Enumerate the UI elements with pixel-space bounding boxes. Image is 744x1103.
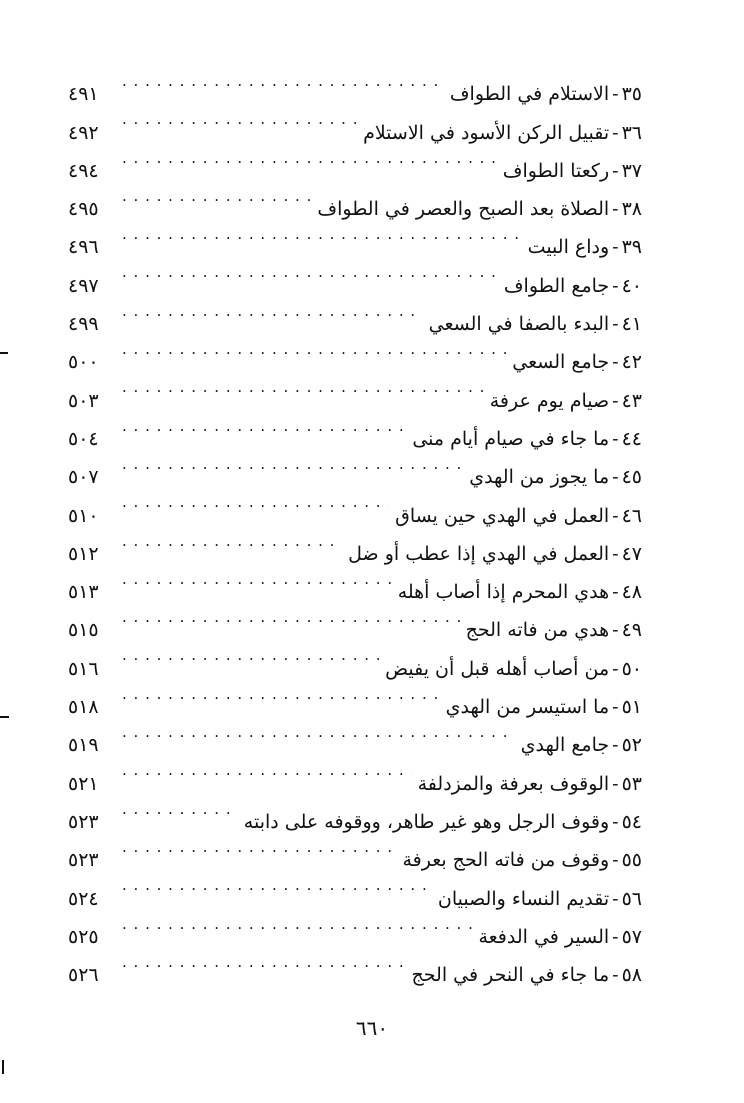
entry-title: وقوف الرجل وهو غير طاهر، ووقوفه على دابته — [243, 810, 610, 833]
entry-dash: - — [612, 581, 619, 604]
entry-title: تقبيل الركن الأسود في الاستلام — [363, 121, 610, 144]
entry-title: من أصاب أهله قبل أن يفيض — [385, 657, 610, 680]
entry-number: ٥٢ — [621, 734, 642, 757]
entry-dash: - — [612, 389, 619, 412]
entry-title: الاستلام في الطواف — [449, 83, 610, 106]
entry-title: هدي من فاته الحج — [465, 619, 610, 642]
entry-number: ٥٤ — [621, 810, 642, 833]
entry-title: العمل في الهدي حين يساق — [395, 504, 610, 527]
entry-dash: - — [612, 696, 619, 719]
entry-page: ٤٩٧ — [68, 274, 99, 297]
entry-page: ٤٩٦ — [68, 236, 99, 259]
entry-dash: - — [612, 849, 619, 872]
page-number: ٦٦٠ — [355, 1016, 389, 1040]
entry-number: ٤٧ — [621, 542, 642, 565]
entry-page: ٥١٨ — [68, 696, 99, 719]
entry-title: تقديم النساء والصبيان — [437, 887, 610, 910]
dot-leader — [122, 598, 460, 636]
entry-title: ما استيسر من الهدي — [445, 696, 610, 719]
entry-number: ٥٥ — [621, 849, 642, 872]
dot-leader — [122, 292, 423, 330]
dot-leader — [122, 828, 396, 866]
entry-dash: - — [612, 159, 619, 182]
dot-leader — [122, 866, 432, 904]
entry-page: ٥٢١ — [68, 772, 99, 795]
entry-number: ٤٠ — [621, 274, 642, 297]
entry-number: ٣٨ — [621, 198, 642, 221]
entry-title: وقوف من فاته الحج بعرفة — [402, 849, 610, 872]
entry-page: ٥١٦ — [68, 657, 99, 680]
entry-title: جامع الطواف — [503, 274, 610, 297]
entry-dash: - — [612, 925, 619, 948]
entry-page: ٤٩٢ — [68, 121, 99, 144]
entry-title: ما جاء في صيام أيام منى — [412, 427, 610, 450]
dot-leader — [122, 177, 311, 215]
entry-number: ٤٩ — [621, 619, 642, 642]
entry-page: ٥١٩ — [68, 734, 99, 757]
entry-title: السير في الدفعة — [478, 925, 610, 948]
entry-page: ٥١٢ — [68, 542, 99, 565]
entry-number: ٤٢ — [621, 351, 642, 374]
entry-dash: - — [612, 504, 619, 527]
entry-dash: - — [612, 351, 619, 374]
entry-title: العمل في الهدي إذا عطب أو ضل — [348, 542, 610, 565]
entry-title: ركعتا الطواف — [502, 159, 610, 182]
entry-page: ٤٩٤ — [68, 159, 99, 182]
entry-dash: - — [612, 657, 619, 680]
dot-leader — [122, 675, 440, 713]
entry-page: ٥١٥ — [68, 619, 99, 642]
entry-dash: - — [612, 236, 619, 259]
entry-page: ٥٢٣ — [68, 810, 99, 833]
entry-number: ٥١ — [621, 696, 642, 719]
entry-number: ٣٩ — [621, 236, 642, 259]
entry-page: ٥٠٠ — [68, 351, 99, 374]
margin-mark — [0, 352, 8, 354]
entry-title: جامع الهدي — [520, 734, 610, 757]
entry-number: ٣٥ — [621, 83, 642, 106]
entry-title: جامع السعي — [512, 351, 610, 374]
entry-page: ٥٠٤ — [68, 427, 99, 450]
entry-dash: - — [612, 964, 619, 987]
dot-leader — [122, 790, 238, 828]
entry-title: الوقوف بعرفة والمزدلفة — [417, 772, 610, 795]
table-of-contents — [68, 62, 642, 987]
entry-title: ما يجوز من الهدي — [469, 466, 610, 489]
entry-page: ٥٠٧ — [68, 466, 99, 489]
entry-page: ٥٢٦ — [68, 964, 99, 987]
margin-mark — [0, 716, 9, 718]
entry-page: ٤٩٥ — [68, 198, 99, 221]
dot-leader — [122, 62, 444, 100]
entry-page: ٥١٠ — [68, 504, 99, 527]
entry-page: ٥٢٣ — [68, 849, 99, 872]
entry-title: البدء بالصفا في السعي — [428, 313, 610, 336]
dot-leader — [122, 445, 463, 483]
entry-number: ٥٦ — [621, 887, 642, 910]
entry-number: ٤٣ — [621, 389, 642, 412]
entry-number: ٤٦ — [621, 504, 642, 527]
dot-leader — [122, 483, 389, 521]
dot-leader — [122, 215, 522, 253]
entry-number: ٥٠ — [621, 657, 642, 680]
dot-leader — [122, 751, 412, 789]
entry-dash: - — [612, 810, 619, 833]
entry-number: ٥٨ — [621, 964, 642, 987]
entry-number: ٤٤ — [621, 427, 642, 450]
entry-number: ٣٧ — [621, 159, 642, 182]
entry-page: ٥١٣ — [68, 581, 99, 604]
entry-number: ٣٦ — [621, 121, 642, 144]
entry-page: ٥٢٤ — [68, 887, 99, 910]
entry-number: ٤١ — [621, 313, 642, 336]
entry-dash: - — [612, 274, 619, 297]
dot-leader — [122, 636, 379, 674]
entry-page: ٤٩١ — [68, 83, 99, 106]
entry-dash: - — [612, 83, 619, 106]
entry-dash: - — [612, 313, 619, 336]
entry-dash: - — [612, 198, 619, 221]
entry-title: الصلاة بعد الصبح والعصر في الطواف — [317, 198, 610, 221]
dot-leader — [122, 368, 484, 406]
dot-leader — [122, 522, 342, 560]
margin-mark — [2, 1060, 4, 1074]
entry-dash: - — [612, 619, 619, 642]
dot-leader — [122, 560, 392, 598]
entry-number: ٥٣ — [621, 772, 642, 795]
entry-page: ٤٩٩ — [68, 313, 99, 336]
dot-leader — [122, 139, 497, 177]
dot-leader — [122, 253, 498, 291]
entry-dash: - — [612, 887, 619, 910]
entry-title: وداع البيت — [527, 236, 610, 259]
entry-title: صيام يوم عرفة — [489, 389, 610, 412]
entry-dash: - — [612, 427, 619, 450]
entry-page: ٥٢٥ — [68, 925, 99, 948]
entry-dash: - — [612, 772, 619, 795]
dot-leader — [122, 713, 515, 751]
entry-dash: - — [612, 466, 619, 489]
entry-title: ما جاء في النحر في الحج — [411, 964, 610, 987]
entry-title: هدي المحرم إذا أصاب أهله — [397, 581, 610, 604]
dot-leader — [122, 905, 472, 943]
entry-dash: - — [612, 121, 619, 144]
entry-number: ٥٧ — [621, 925, 642, 948]
dot-leader — [122, 330, 506, 368]
dot-leader — [122, 100, 357, 138]
entry-page: ٥٠٣ — [68, 389, 99, 412]
entry-dash: - — [612, 542, 619, 565]
dot-leader — [122, 407, 406, 445]
entry-number: ٤٥ — [621, 466, 642, 489]
toc-entry[interactable] — [68, 62, 642, 106]
entry-number: ٤٨ — [621, 581, 642, 604]
dot-leader — [122, 943, 406, 981]
entry-dash: - — [612, 734, 619, 757]
